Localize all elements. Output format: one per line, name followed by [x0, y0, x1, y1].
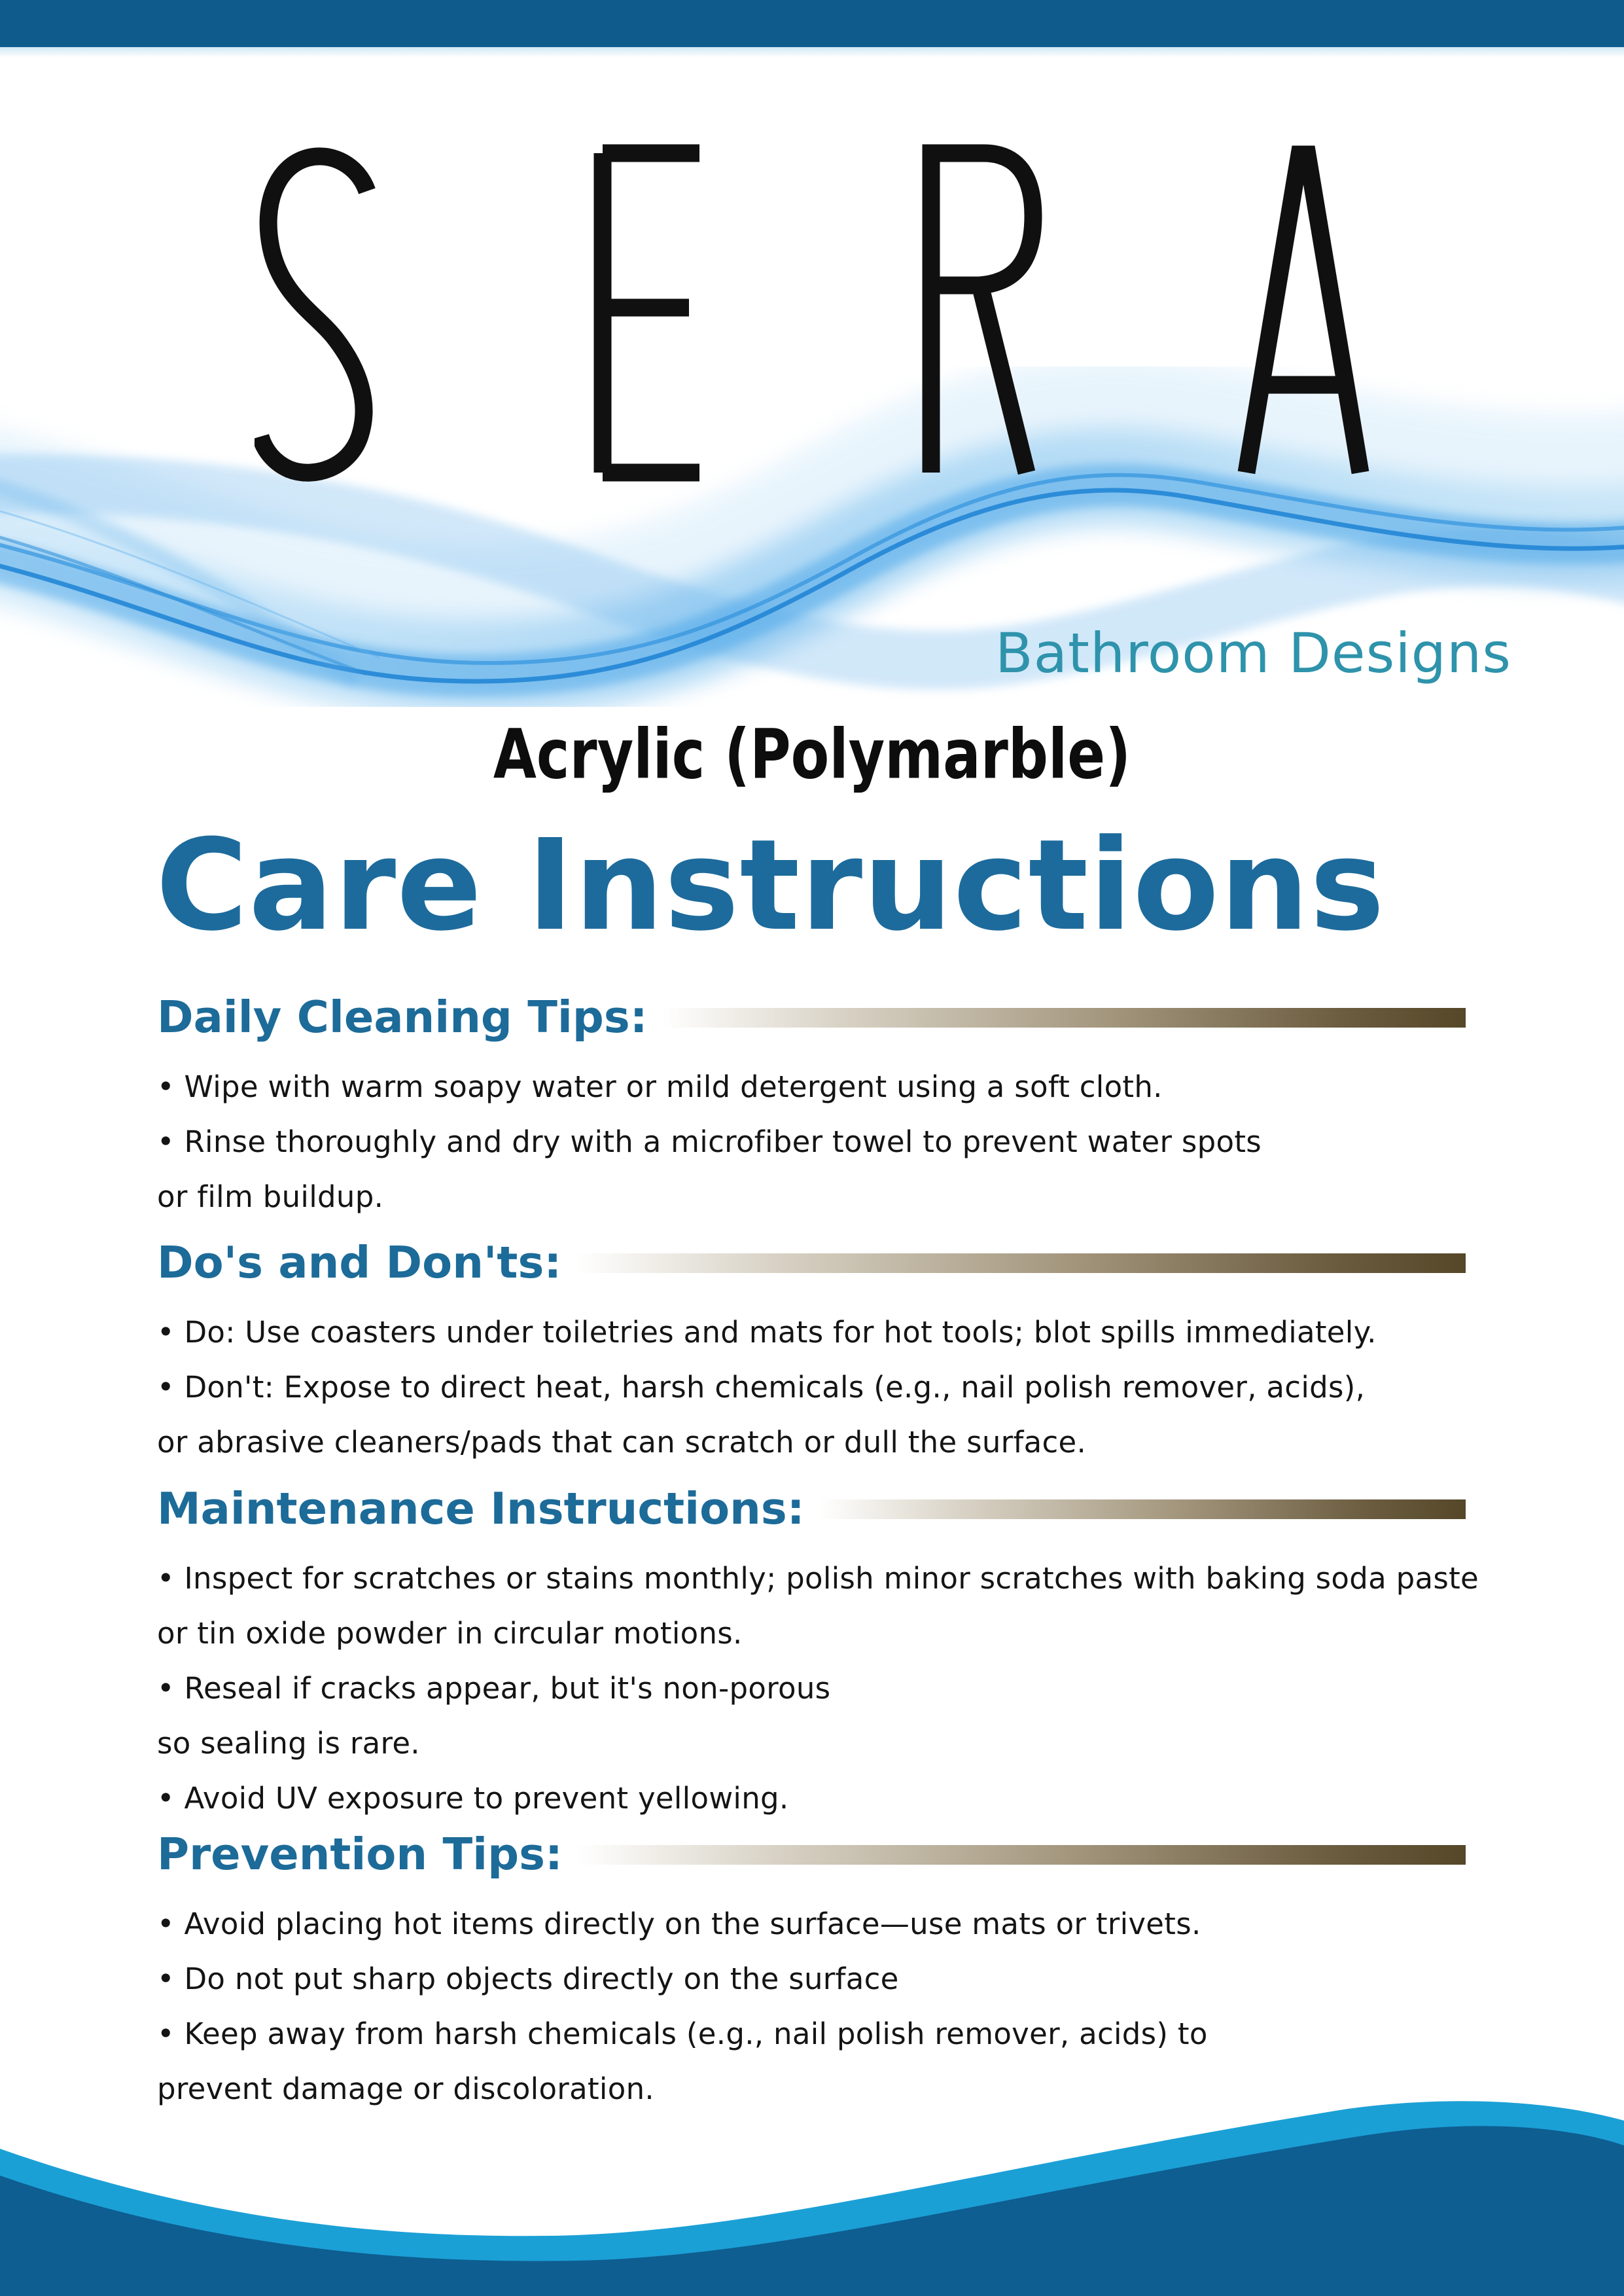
bullet-line: • Keep away from harsh chemicals (e.g., nail polish remover, acids) to	[157, 2017, 1208, 2051]
bullet-line: • Avoid placing hot items directly on the surface—use mats or trivets.	[157, 1907, 1201, 1941]
bullet-line: • Wipe with warm soapy water or mild detergent using a soft cloth.	[157, 1069, 1163, 1104]
section-header-row	[157, 1236, 1466, 1289]
bullet-line: • Reseal if cracks appear, but it's non-porous	[157, 1671, 831, 1706]
section-header-row	[157, 1827, 1466, 1881]
section-divider-bar	[577, 1845, 1466, 1865]
section-body	[157, 1060, 1466, 1225]
section-body	[157, 1897, 1466, 2117]
bullet-line: so sealing is rare.	[157, 1726, 420, 1761]
section-divider-bar	[819, 1499, 1466, 1519]
care-section	[157, 1482, 1479, 1826]
bullet-line: • Inspect for scratches or stains monthly; polish minor scratches with baking soda paste	[157, 1561, 1479, 1596]
section-divider-bar	[576, 1253, 1466, 1273]
care-section	[157, 990, 1466, 1225]
care-sections	[157, 0, 1479, 2296]
material-subtitle: Acrylic (Polymarble)	[493, 714, 1131, 795]
section-header-row	[157, 1482, 1466, 1535]
bullet-line: • Do not put sharp objects directly on the surface	[157, 1962, 899, 1996]
care-section	[157, 1827, 1466, 2117]
bullet-line: • Rinse thoroughly and dry with a microfiber towel to prevent water spots	[157, 1124, 1262, 1159]
bullet-line: • Avoid UV exposure to prevent yellowing.	[157, 1781, 789, 1816]
top-accent-bar	[0, 0, 1624, 47]
bullet-line: or abrasive cleaners/pads that can scratch or dull the surface.	[157, 1425, 1087, 1460]
page-title: Care Instructions	[156, 813, 1386, 959]
bullet-line: • Don't: Expose to direct heat, harsh chemicals (e.g., nail polish remover, acids),	[157, 1370, 1366, 1405]
bullet-line: • Do: Use coasters under toiletries and mats for hot tools; blot spills immediately.	[157, 1315, 1377, 1350]
section-heading: Do's and Don'ts:	[157, 1237, 562, 1288]
bullet-line: or film buildup.	[157, 1179, 384, 1214]
section-header-row	[157, 990, 1466, 1044]
bullet-line: or tin oxide powder in circular motions.	[157, 1616, 743, 1651]
brand-subtitle: Bathroom Designs	[995, 621, 1511, 685]
bullet-line: prevent damage or discoloration.	[157, 2072, 654, 2106]
section-body	[157, 1551, 1479, 1826]
section-heading: Daily Cleaning Tips:	[157, 992, 648, 1043]
care-section	[157, 1236, 1466, 1470]
section-heading: Maintenance Instructions:	[157, 1483, 805, 1534]
top-bar-fade	[0, 47, 1624, 58]
section-divider-bar	[662, 1008, 1466, 1028]
section-heading: Prevention Tips:	[157, 1829, 563, 1880]
section-body	[157, 1305, 1466, 1470]
